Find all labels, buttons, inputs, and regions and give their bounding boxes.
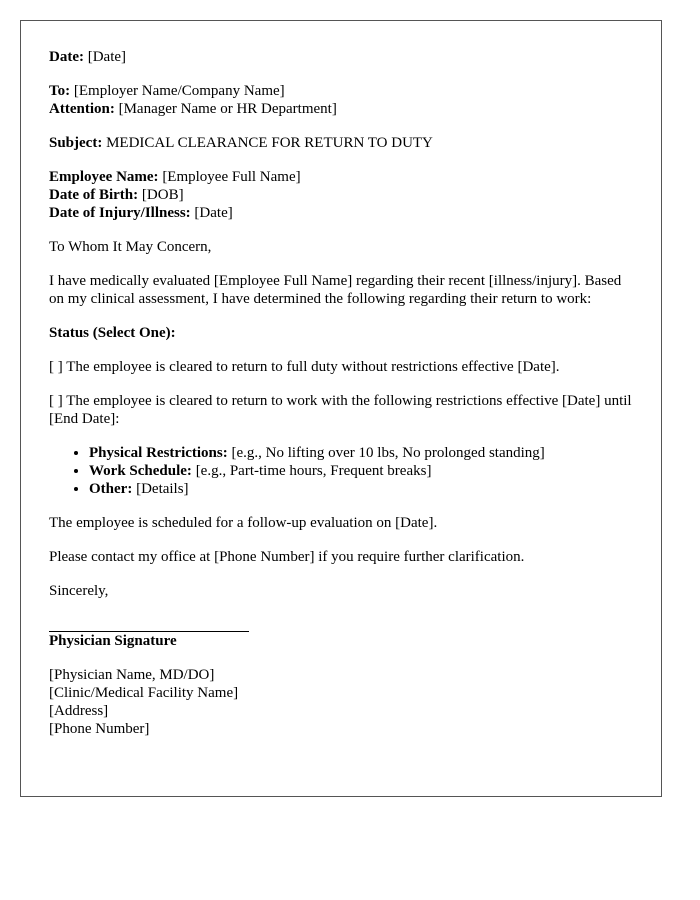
option-restricted-duty: [ ] The employee is cleared to return to work with the following restrictions effective [Date] until [End Date]: [49, 393, 632, 427]
closing: Sincerely, [49, 583, 109, 599]
contact-paragraph: Please contact my office at [Phone Number] if you require further clarification. [49, 549, 525, 565]
date-line: Date: [Date] [49, 49, 127, 65]
physician-block: [Physician Name, MD/DO] [Clinic/Medical Facility Name] [Address] [Phone Number] [49, 667, 239, 737]
followup-paragraph: The employee is scheduled for a follow-up evaluation on [Date]. [49, 515, 438, 531]
signature-label: Physician Signature [49, 633, 177, 649]
restriction-item: • Other: [Details] [89, 480, 633, 498]
status-heading: Status (Select One): [49, 325, 176, 341]
letter [20, 20, 662, 797]
restriction-item: • Work Schedule: [e.g., Part-time hours, Frequent breaks] [89, 462, 633, 480]
signature-line [49, 616, 249, 632]
restrictions-list [49, 444, 633, 498]
intro-paragraph: I have medically evaluated [Employee Full Name] regarding their recent [illness/injury]. Based on my clinical assessment, I have determined the following regarding their return to work: [49, 273, 622, 307]
salutation: To Whom It May Concern, [49, 239, 212, 255]
employee-info: Employee Name: [Employee Full Name] Date of Birth: [DOB] Date of Injury/Illness: [Date] [49, 169, 301, 221]
option-full-duty: [ ] The employee is cleared to return to full duty without restrictions effective [Date]. [49, 359, 560, 375]
restriction-item: • Physical Restrictions: [e.g., No lifting over 10 lbs, No prolonged standing] [89, 444, 633, 462]
recipient-block: To: [Employer Name/Company Name] Attention: [Manager Name or HR Department] [49, 83, 337, 117]
subject-line: Subject: MEDICAL CLEARANCE FOR RETURN TO DUTY [49, 135, 433, 151]
